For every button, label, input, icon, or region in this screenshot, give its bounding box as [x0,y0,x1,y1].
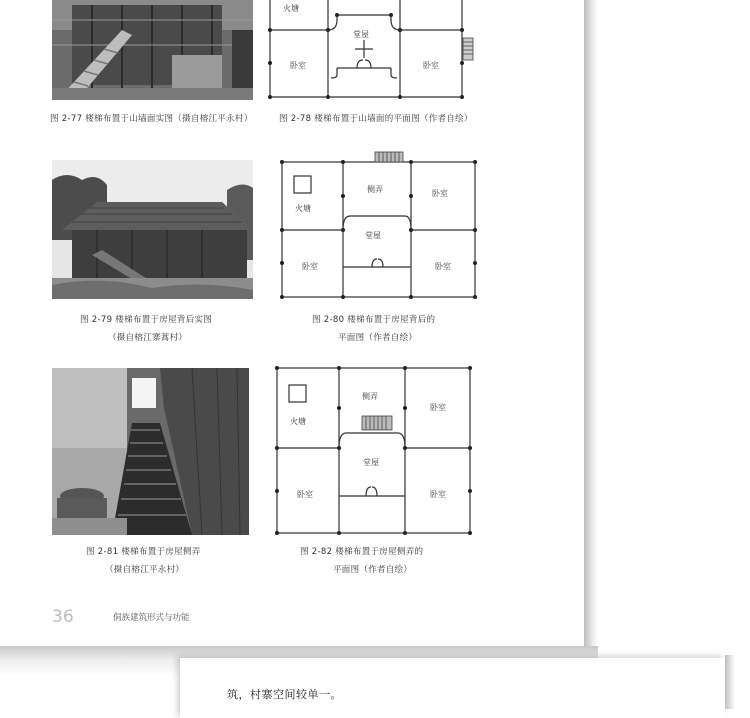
room-label: 侧弄 [362,392,378,401]
room-label: 卧室 [302,262,318,271]
room-label: 卧室 [297,490,313,499]
caption-fig-2-77: 图 2-77 楼梯布置于山墙面实图（摄自榕江平永村） [50,114,253,124]
caption-fig-2-82-line1: 图 2-82 楼梯布置于房屋侧弄的 [300,547,424,557]
next-page-text: 筑，村寨空间较单一。 [227,688,342,701]
plan-fig-2-80 [275,150,485,302]
room-label: 堂屋 [363,458,379,467]
caption-fig-2-81-line2: （摄自榕江平永村） [105,565,185,575]
photo-fig-2-79 [52,160,253,299]
caption-fig-2-81-line1: 图 2-81 楼梯布置于房屋侧弄 [86,547,201,557]
room-label: 侧弄 [367,185,383,194]
room-label: 卧室 [435,262,451,271]
page-edge-shadow [584,0,598,648]
room-label: 火塘 [295,204,311,213]
caption-fig-2-82-line2: 平面图（作者自绘） [333,565,413,575]
caption-fig-2-79-line2: （摄自榕江寨蒿村） [108,333,188,343]
caption-fig-2-80-line1: 图 2-80 楼梯布置于房屋背后的 [312,315,436,325]
room-label: 堂屋 [365,231,381,240]
caption-fig-2-79-line1: 图 2-79 楼梯布置于房屋背后实图 [80,315,213,325]
room-label: 卧室 [423,61,439,70]
room-label: 卧室 [430,403,446,412]
photo-fig-2-77 [52,0,253,100]
running-title: 侗族建筑形式与功能 [113,613,190,623]
photo-fig-2-81 [52,368,249,535]
room-label: 卧室 [432,189,448,198]
caption-fig-2-78: 图 2-78 楼梯布置于山墙面的平面图（作者自绘） [279,114,473,124]
plan-fig-2-78 [265,0,480,102]
room-label: 堂屋 [353,30,369,39]
next-page-edge-shadow [725,655,735,709]
plan-fig-2-82 [270,363,480,538]
caption-fig-2-80-line2: 平面图（作者自绘） [338,333,418,343]
room-label: 火塘 [283,4,299,13]
room-label: 卧室 [290,61,306,70]
room-label: 火塘 [290,417,306,426]
page-number: 36 [52,607,74,627]
room-label: 卧室 [430,490,446,499]
